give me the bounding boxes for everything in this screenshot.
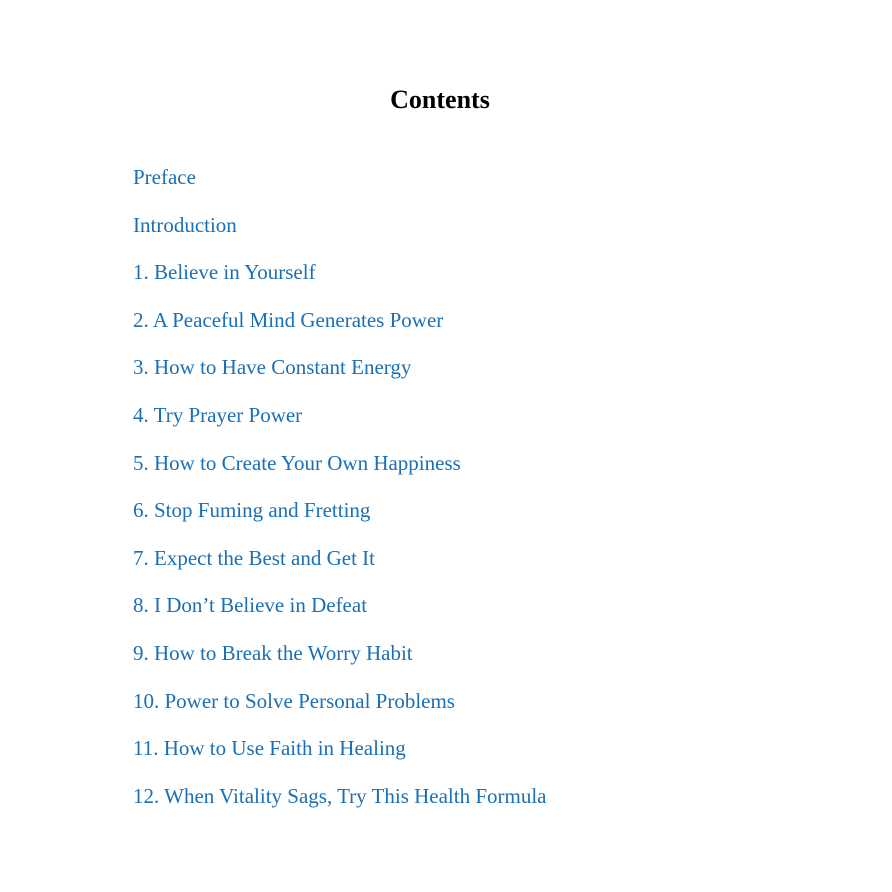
toc-item-chapter-6 <box>133 495 547 543</box>
table-of-contents <box>133 162 547 828</box>
toc-link-chapter-12[interactable]: 12. When Vitality Sags, Try This Health Formula <box>133 783 547 808</box>
toc-link-chapter-5[interactable]: 5. How to Create Your Own Happiness <box>133 450 461 475</box>
toc-item-chapter-11 <box>133 733 547 781</box>
toc-link-chapter-7[interactable]: 7. Expect the Best and Get It <box>133 545 376 570</box>
toc-link-chapter-3[interactable]: 3. How to Have Constant Energy <box>133 355 412 380</box>
toc-link-chapter-8[interactable]: 8. I Don’t Believe in Defeat <box>133 593 368 618</box>
toc-item-chapter-9 <box>133 638 547 686</box>
toc-link-preface[interactable]: Preface <box>133 165 196 189</box>
toc-link-chapter-9[interactable]: 9. How to Break the Worry Habit <box>133 640 413 665</box>
toc-link-introduction[interactable]: Introduction <box>133 212 237 237</box>
page-title: Contents <box>390 85 490 114</box>
toc-item-chapter-10 <box>133 686 547 734</box>
toc-link-chapter-2[interactable]: 2. A Peaceful Mind Generates Power <box>133 307 444 332</box>
toc-item-chapter-8 <box>133 590 547 638</box>
toc-item-chapter-1 <box>133 257 547 305</box>
toc-item-chapter-12 <box>133 781 547 829</box>
toc-item-chapter-4 <box>133 400 547 448</box>
toc-item-chapter-3 <box>133 352 547 400</box>
toc-item-introduction <box>133 210 547 258</box>
toc-item-chapter-7 <box>133 543 547 591</box>
toc-link-chapter-1[interactable]: 1. Believe in Yourself <box>133 260 316 285</box>
toc-link-chapter-4[interactable]: 4. Try Prayer Power <box>133 402 303 427</box>
toc-item-preface <box>133 162 547 210</box>
toc-item-chapter-2 <box>133 305 547 353</box>
toc-link-chapter-6[interactable]: 6. Stop Fuming and Fretting <box>133 498 371 523</box>
toc-item-chapter-5 <box>133 448 547 496</box>
toc-link-chapter-11[interactable]: 11. How to Use Faith in Healing <box>133 736 406 761</box>
toc-link-chapter-10[interactable]: 10. Power to Solve Personal Problems <box>133 688 455 713</box>
